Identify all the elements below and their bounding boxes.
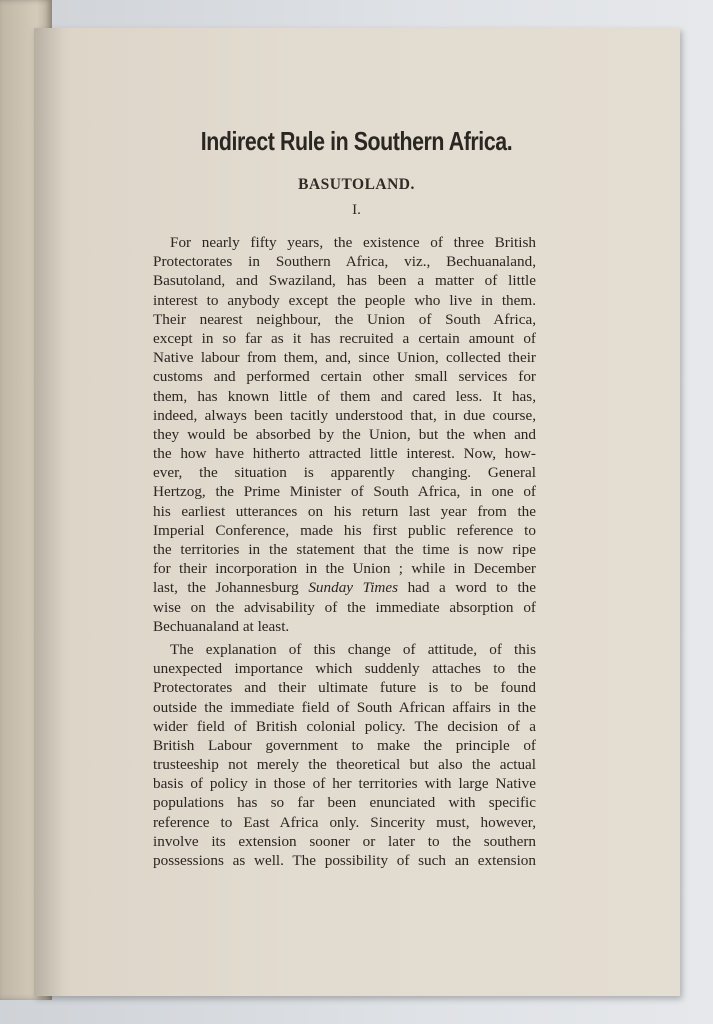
- text-line: ever, the situation is apparently changing. General: [153, 464, 536, 482]
- text-line: for their incorporation in the Union ; while in December: [153, 560, 536, 578]
- text-span: last, the Johannesburg: [153, 579, 299, 597]
- page-title: Indirect Rule in Southern Africa.: [200, 126, 513, 156]
- text-line: interest to anybody except the people who live in them.: [153, 291, 536, 309]
- italic-newspaper-title: Sunday Times: [308, 579, 399, 597]
- text-line: the how have hitherto attracted little interest. Now, how-: [153, 445, 536, 463]
- text-line: The explanation of this change of attitude, of this: [170, 640, 536, 658]
- text-line: possessions as well. The possibility of such an extension: [153, 852, 536, 869]
- text-line: basis of policy in those of her territories with large Native: [153, 775, 536, 793]
- text-line: Native labour from them, and, since Union, collected their: [153, 349, 536, 367]
- text-line: Hertzog, the Prime Minister of South Africa, in one of: [153, 483, 536, 501]
- text-line: wider field of British colonial policy. The decision of a: [153, 717, 536, 735]
- text-line: except in so far as it has recruited a certain amount of: [153, 329, 536, 347]
- text-line: populations has so far been enunciated with specific: [153, 794, 536, 812]
- text-line: they would be absorbed by the Union, but the when and: [153, 425, 536, 443]
- part-number: I.: [352, 202, 361, 218]
- text-line: indeed, always been tacitly understood that, in due course,: [153, 406, 536, 424]
- text-line: Imperial Conference, made his first public reference to: [153, 521, 536, 539]
- text-line: outside the immediate field of South African affairs in the: [153, 698, 536, 716]
- text-line: customs and performed certain other small services for: [153, 368, 536, 386]
- text-line: involve its extension sooner or later to the southern: [153, 832, 536, 850]
- text-line: Protectorates in Southern Africa, viz., Bechuanaland,: [153, 253, 536, 271]
- text-line: reference to East Africa only. Sincerity must, however,: [153, 813, 536, 831]
- page-gutter-shadow: [34, 28, 64, 996]
- text-line: his earliest utterances on his return last year from the: [153, 502, 536, 520]
- text-line: Bechuanaland at least.: [153, 617, 290, 635]
- section-heading: BASUTOLAND.: [298, 176, 415, 193]
- text-line: British Labour government to make the principle of: [153, 736, 536, 754]
- text-line: Protectorates and their ultimate future is to be found: [153, 679, 536, 697]
- text-span: had a word to the: [407, 579, 537, 597]
- text-line: Their nearest neighbour, the Union of South Africa,: [153, 310, 536, 328]
- text-line-with-italic: [153, 578, 536, 597]
- body-text: [153, 233, 536, 870]
- text-line: unexpected importance which suddenly attaches to the: [153, 660, 536, 678]
- text-line: the territories in the statement that the time is now ripe: [153, 541, 536, 558]
- text-line: them, has known little of them and cared less. It has,: [153, 387, 536, 405]
- text-line: trusteeship not merely the theoretical but also the actual: [153, 756, 536, 774]
- text-line: For nearly fifty years, the existence of three British: [170, 234, 536, 251]
- text-line: wise on the advisability of the immediate absorption of: [153, 598, 536, 616]
- text-line: Basutoland, and Swaziland, has been a matter of little: [153, 272, 536, 290]
